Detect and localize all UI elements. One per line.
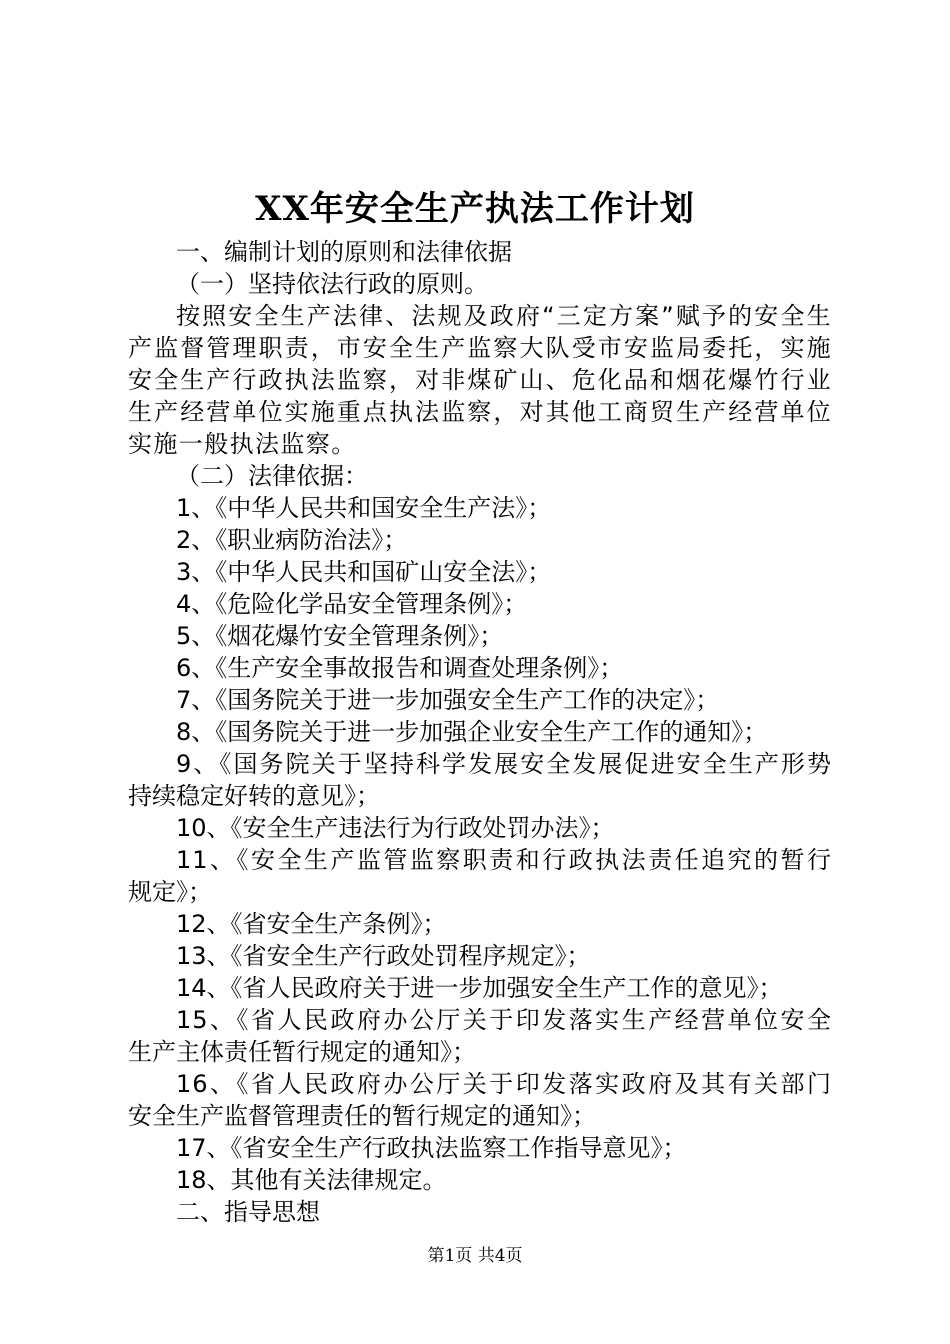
page-number-footer: 第1页 共4页 <box>427 1246 523 1266</box>
law-item: 9、《国务院关于坚持科学发展安全发展促进安全生产形势 <box>176 750 832 778</box>
law-item: 17、《省安全生产行政执法监察工作指导意见》； <box>176 1134 687 1162</box>
law-item: 18、其他有关法律规定。 <box>176 1166 447 1194</box>
law-item: 11、《安全生产监管监察职责和行政执法责任追究的暂行 <box>176 846 832 874</box>
section-heading-principles: 一、编制计划的原则和法律依据 <box>176 238 512 266</box>
law-item-continuation: 安全生产监督管理责任的暂行规定的通知》； <box>128 1102 596 1130</box>
law-item: 6、《生产安全事故报告和调查处理条例》； <box>176 654 624 682</box>
law-item: 1、《中华人民共和国安全生产法》； <box>176 494 552 522</box>
principle-paragraph: 按照安全生产法律、法规及政府“三定方案”赋予的安全生产监督管理职责，市安全生产监察大队受市安监局委托，实施安全生产行政执法监察，对非煤矿山、危化品和烟花爆竹行业生产经营单位实施重点执法监察，对其他工商贸生产经营单位实施一般执法监察。 <box>128 302 832 458</box>
subsection-heading-legal-basis: （二）法律依据： <box>176 462 368 490</box>
law-item: 12、《省安全生产条例》； <box>176 910 447 938</box>
law-item: 14、《省人民政府关于进一步加强安全生产工作的意见》； <box>176 974 783 1002</box>
law-item: 15、《省人民政府办公厅关于印发落实生产经营单位安全 <box>176 1006 832 1034</box>
law-item: 5、《烟花爆竹安全管理条例》； <box>176 622 504 650</box>
law-item: 13、《省安全生产行政处罚程序规定》； <box>176 942 591 970</box>
document-body <box>128 236 832 1228</box>
law-item: 7、《国务院关于进一步加强安全生产工作的决定》； <box>176 686 720 714</box>
law-item: 3、《中华人民共和国矿山安全法》； <box>176 558 552 586</box>
law-item-continuation: 生产主体责任暂行规定的通知》； <box>128 1038 476 1066</box>
law-item: 16、《省人民政府办公厅关于印发落实政府及其有关部门 <box>176 1070 832 1098</box>
subsection-heading-principle: （一）坚持依法行政的原则。 <box>176 270 488 298</box>
law-item-continuation: 持续稳定好转的意见》； <box>128 782 380 810</box>
document-title: XX年安全生产执法工作计划 <box>255 189 695 229</box>
law-item-continuation: 规定》； <box>128 878 212 906</box>
law-item: 8、《国务院关于进一步加强企业安全生产工作的通知》； <box>176 718 768 746</box>
law-item: 2、《职业病防治法》； <box>176 526 408 554</box>
law-item: 4、《危险化学品安全管理条例》； <box>176 590 528 618</box>
law-item: 10、《安全生产违法行为行政处罚办法》； <box>176 814 615 842</box>
section-heading-guiding-ideology: 二、指导思想 <box>176 1198 320 1226</box>
